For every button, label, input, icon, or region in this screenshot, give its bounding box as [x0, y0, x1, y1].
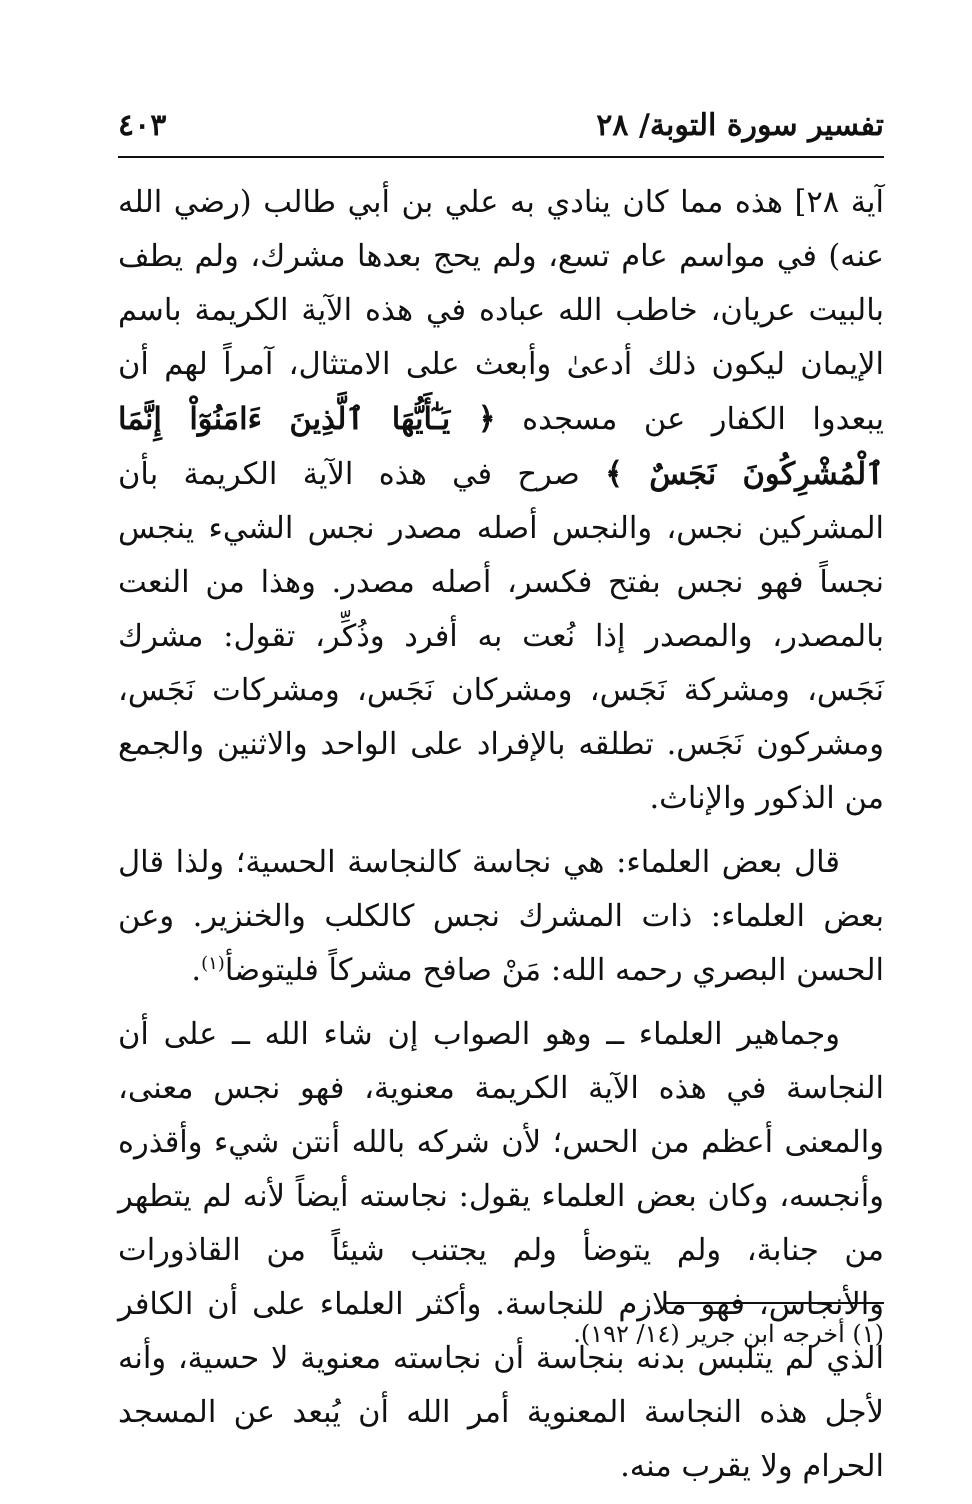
footnote — [118, 1314, 884, 1354]
footnote-divider — [664, 1302, 884, 1304]
paragraph-1 — [118, 176, 884, 826]
paragraph-1-text-a: آية ٢٨] هذه مما كان ينادي به علي بن أبي طالب (رضي الله عنه) في مواسم عام تسع، ولم يحج بعدها مشرك، ولم يطف بالبيت عريان، خاطب الله عباده في هذه الآية الكريمة باسم الإيمان ليكون ذلك أدعىٰ وأبعث على الامتثال، آمراً لهم أن يبعدوا الكفار عن مسجده — [118, 185, 885, 437]
header-divider — [118, 156, 884, 158]
paragraph-3-text: وجماهير العلماء ــ وهو الصواب إن شاء الله ــ على أن النجاسة في هذه الآية الكريمة معنوية، فهو نجس معنى، والمعنى أعظم من الحس؛ لأن شركه بالله أنتن شيء وأقذره وأنجسه، وكان بعض العلماء يقول: نجاسته أيضاً لأنه لم يتطهر من جنابة، ولم يتوضأ ولم يجتنب شيئاً من القاذورات والأنجاس، فهو ملازم للنجاسة. وأكثر العلماء على أن الكافر الذي لم يتلبس بدنه بنجاسة أن نجاسته معنوية لا حسية، وأنه لأجل هذه النجاسة المعنوية أمر الله أن يُبعد عن المسجد الحرام ولا يقرب منه. — [118, 1017, 884, 1484]
paragraph-2-text: قال بعض العلماء: هي نجاسة كالنجاسة الحسية؛ ولذا قال بعض العلماء: ذات المشرك نجس كالكلب والخنزير. وعن الحسن البصري رحمه الله: مَنْ صافح مشركاً فليتوضأ — [118, 845, 884, 988]
paragraph-1-text-b: صرح في هذه الآية الكريمة بأن المشركين نجس، والنجس أصله مصدر نجس الشيء ينجس نجساً فهو نجس بفتح فكسر، أصله مصدر. وهذا من النعت بالمصدر، والمصدر إذا نُعت به أفرد وذُكِّر، تقول: مشرك نَجَس، ومشركة نَجَس، ومشركان نَجَس، ومشركات نَجَس، ومشركون نَجَس. تطلقه بالإفراد على الواحد والاثنين والجمع من الذكور والإناث. — [118, 457, 884, 816]
footnote-text: (١) أخرجه ابن جرير (١٤/ ١٩٢). — [573, 1320, 884, 1348]
page-header — [118, 100, 884, 150]
paragraph-3 — [118, 1008, 884, 1494]
running-title: تفسير سورة التوبة/ ٢٨ — [596, 107, 884, 143]
footnote-reference: (١) — [201, 952, 225, 974]
page-body — [118, 176, 884, 1504]
paragraph-2 — [118, 836, 884, 998]
page-number: ٤٠٣ — [118, 107, 167, 143]
quran-verse: ﴿ يَـٰٓأَيُّهَا ٱلَّذِينَ ءَامَنُوٓاْ إِنَّمَا ٱلْمُشْرِكُونَ نَجَسٌ ﴾ — [118, 401, 884, 492]
paragraph-2-end: . — [191, 953, 202, 988]
